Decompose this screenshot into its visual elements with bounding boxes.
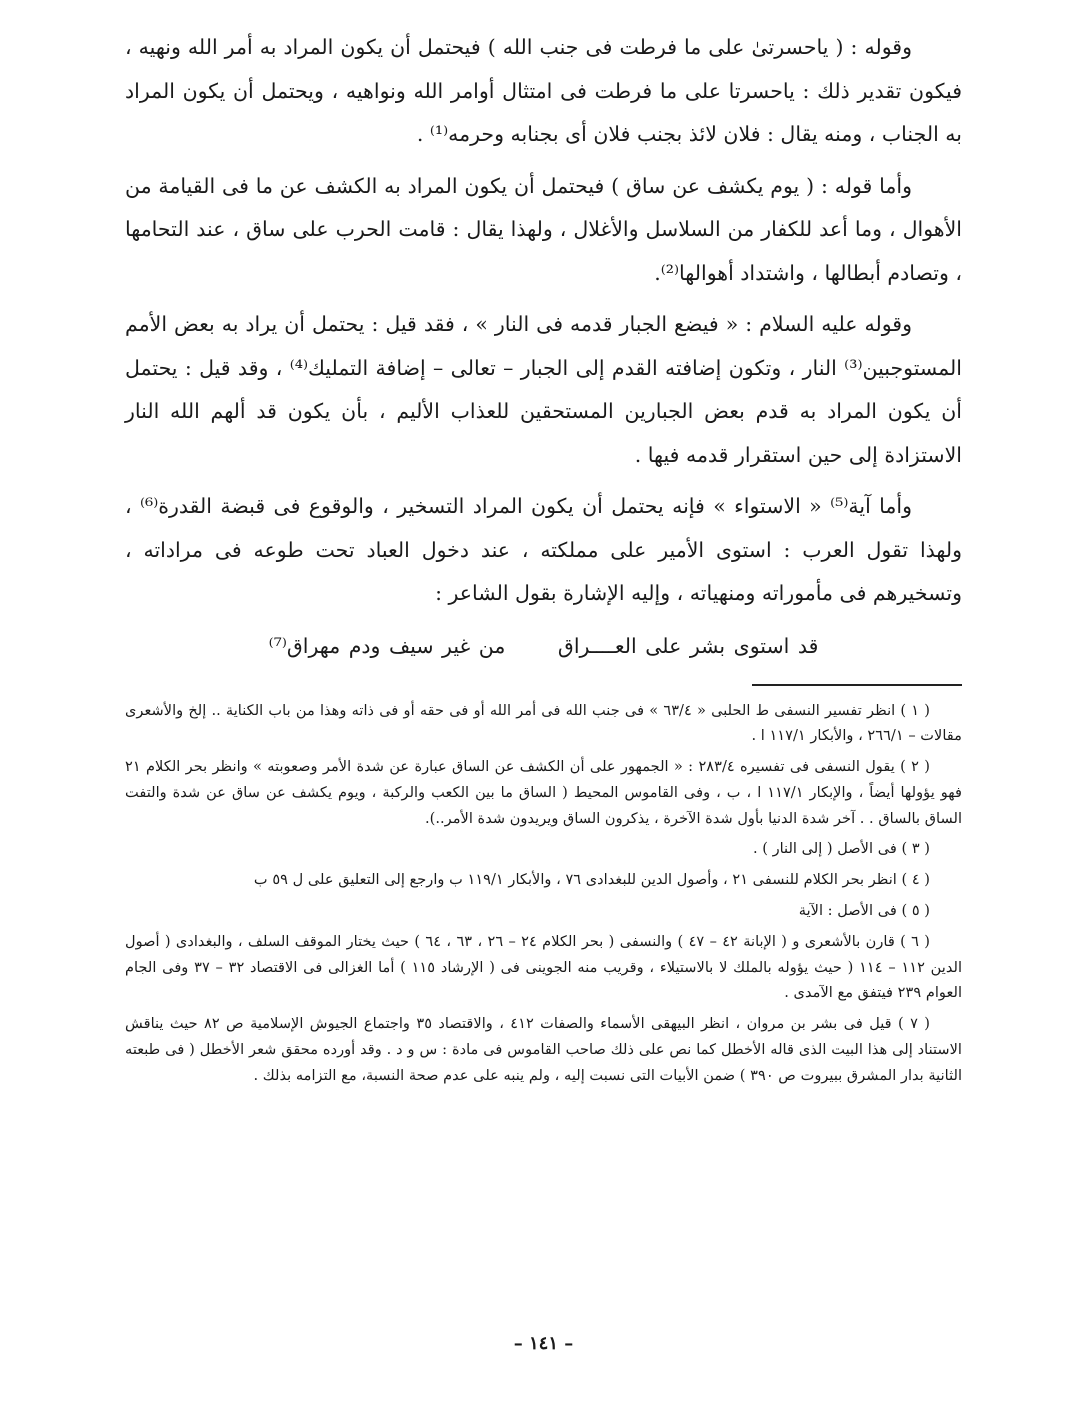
verse-second-hemistich: من غير سيف ودم مهراق⁽⁷⁾ <box>268 633 506 658</box>
footnote-2: ( ٢ ) يقول النسفى فى تفسيره ٢٨٣/٤ : « الجمهور على أن الكشف عن الساق عبارة عن شدة الأمر وصعوبته » وانظر بحر الكلام ٢١ فهو يؤولها أيضاً ، والإبكار ١١٧/١ ا ، ب ، وفى القاموس المحيط ( الساق ما بين الكعب والركبة ، ويوم يكشف عن ساق عن شدة والتفت الساق بالساق . . آخر شدة الدنيا بأول شدة الآخرة ، يذكرون الساق ويريدون شدة الأمر..). <box>125 758 962 827</box>
footnote-3: ( ٣ ) فى الأصل ( إلى النار ) . <box>752 840 930 858</box>
poetry-verse <box>125 624 962 668</box>
main-text <box>125 26 962 616</box>
paragraph-4: وأما آية⁽⁵⁾ « الاستواء » فإنه يحتمل أن يكون المراد التسخير ، والوقوع فى قبضة القدرة⁽⁶⁾ ، ولهذا تقول العرب : استوى الأمير على مملكته ، عند دخول العباد تحت طوعه فى مراداته ، وتسخيرهم فى مأموراته ومنهياته ، وإليه الإشارة بقول الشاعر : <box>125 494 962 605</box>
footnote-4: ( ٤ ) انظر بحر الكلام للنسفى ٢١ ، وأصول الدين للبغدادى ٧٦ ، والأبكار ١١٩/١ ب وارجع إلى التعليق على ل ٥٩ ب <box>253 871 930 889</box>
verse-first-hemistich: قد استوى بشر على العــــراق <box>557 633 819 658</box>
footnote-5: ( ٥ ) فى الأصل : الآية <box>798 902 930 920</box>
paragraph-1: وقوله : ( ياحسرتىٰ على ما فرطت فى جنب الله ) فيحتمل أن يكون المراد به أمر الله ونهيه ، فيكون تقدير ذلك : ياحسرتا على ما فرطت فى امتثال أوامر الله ونواهيه ، ويحتمل أن يكون المراد به الجناب ، ومنه يقال : فلان لائذ بجنب فلان أى بجنابه وحرمه⁽¹⁾ . <box>125 35 962 146</box>
footnote-7: ( ٧ ) قيل فى بشر بن مروان ، انظر البيهقى الأسماء والصفات ٤١٢ ، والاقتصاد ٣٥ واجتماع الجيوش الإسلامية ص ٨٢ حيث يناقش الاستناد إلى هذا البيت الذى قاله الأخطل كما نص على ذلك صاحب القاموس فى مادة : س و د . وقد أورده محقق شعر الأخطل ( فى طبعته الثانية بدار المشرق ببيروت ص ٣٩٠ ) ضمن الأبيات التى نسبت إليه ، ولم ينبه على عدم صحة النسبة، مع التزامه بذلك . <box>125 1015 962 1084</box>
footnote-1: ( ١ ) انظر تفسير النسفى ط الحلبى « ٦٣/٤ » فى جنب الله فى أمر الله أو فى حقه أو فى ذاته وهذا من باب الكناية .. إلخ والأشعرى مقالات – ٢٦٦/١ ، والأبكار ١١٧/١ ا . <box>125 701 962 745</box>
footnote-separator <box>752 684 962 686</box>
book-page <box>125 26 962 1408</box>
paragraph-2: وأما قوله : ( يوم يكشف عن ساق ) فيحتمل أن يكون المراد به الكشف عن ما فى القيامة من الأهوال ، وما أعد للكفار من السلاسل والأغلال ، ولهذا يقال : قامت الحرب على ساق ، عند التحامها ، وتصادم أبطالها ، واشتداد أهوالها⁽²⁾. <box>125 173 962 285</box>
page-number: – ١٤١ – <box>513 1333 574 1354</box>
footnote-6: ( ٦ ) قارن بالأشعرى و ( الإبانة ٤٢ – ٤٧ ) والنسفى ( بحر الكلام ٢٤ – ٢٦ ، ٦٣ ، ٦٤ ) حيث يختار الموقف السلف ، والبغدادى ( أصول الدين ١١٢ – ١١٤ ( حيث يؤوله بالملك لا بالاستيلاء ، وقريب منه الجوينى فى ( الإرشاد ١١٥ ) أما الغزالى فى الاقتصاد ٣٢ – ٣٧ وفى الجام العوام ٢٣٩ فيتفق مع الآمدى . <box>125 932 962 1002</box>
footnotes <box>125 698 962 1089</box>
paragraph-3: وقوله عليه السلام : « فيضع الجبار قدمه فى النار » ، فقد قيل : يحتمل أن يراد به بعض الأمم المستوجبين⁽³⁾ النار ، وتكون إضافته القدم إلى الجبار – تعالى – إضافة التمليك⁽⁴⁾ ، وقد قيل : يحتمل أن يكون المراد به قدم بعض الجبارين المستحقين للعذاب الأليم ، بأن يكون قد ألهم الله النار الاستزادة إلى حين استقرار قدمه فيها . <box>125 312 962 467</box>
